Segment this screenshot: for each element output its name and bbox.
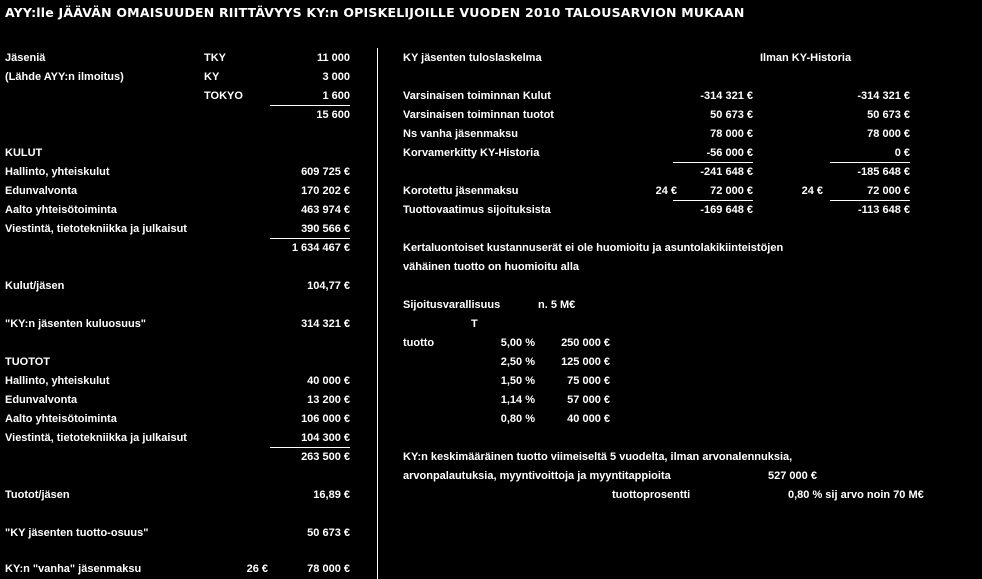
members-label: Jäseniä	[5, 52, 46, 64]
required-return-v2: -113 648 €	[858, 204, 910, 216]
member-value-tokyo: 1 600	[322, 90, 350, 102]
income-per-member-value: 16,89 €	[313, 489, 350, 501]
statement-row-label: Varsinaisen toiminnan Kulut	[403, 90, 551, 102]
statement-row-v2: 50 673 €	[867, 109, 910, 121]
income-sum-line	[270, 447, 350, 448]
statement-row-v2: -314 321 €	[857, 90, 910, 102]
note-line-1: Kertaluontoiset kustannuserät ei ole huomioitu ja asuntolakikiinteistöjen	[403, 242, 784, 254]
statement-row-label: Ns vanha jäsenmaksu	[403, 128, 518, 140]
page-title: AYY:lle JÄÄVÄN OMAISUUDEN RIITTÄVYYS KY:n OPISKELIJOILLE VUODEN 2010 TALOUSARVION MUKAAN	[5, 5, 745, 20]
yield-amount: 40 000 €	[567, 413, 610, 425]
income-value: 40 000 €	[307, 375, 350, 387]
t-label: T	[471, 318, 478, 330]
income-label: Viestintä, tietotekniikka ja julkaisut	[5, 432, 187, 444]
income-value: 106 000 €	[301, 413, 350, 425]
statement-title: KY jäsenten tuloslaskelma	[403, 52, 542, 64]
cost-value: 609 725 €	[301, 166, 350, 178]
yield-amount: 250 000 €	[561, 337, 610, 349]
yield-pct: 1,50 %	[500, 375, 535, 387]
assets-value: n. 5 M€	[538, 299, 576, 311]
old-fee-label: KY:n "vanha" jäsenmaksu	[5, 563, 142, 575]
statement-row-v1: -56 000 €	[706, 147, 753, 159]
income-value: 104 300 €	[301, 432, 350, 444]
statement-sum-line-1	[673, 162, 753, 163]
income-label: Hallinto, yhteiskulut	[5, 375, 110, 387]
raised-fee-unit-1: 24 €	[655, 185, 677, 197]
assets-label: Sijoitusvarallisuus	[403, 299, 501, 311]
cost-label: Aalto yhteisötoiminta	[5, 204, 117, 216]
yield-pct: 5,00 %	[500, 337, 535, 349]
return-percent-value: 0,80 % sij arvo noin 70 M€	[788, 489, 924, 501]
yield-amount: 125 000 €	[561, 356, 610, 368]
statement-row-v1: -314 321 €	[700, 90, 753, 102]
members-total: 15 600	[316, 109, 350, 121]
statement-row-v2: 0 €	[894, 147, 910, 159]
cost-value: 463 974 €	[301, 204, 350, 216]
costs-header: KULUT	[5, 147, 43, 159]
return-percent-label: tuottoprosentti	[612, 489, 691, 501]
member-code-tky: TKY	[204, 52, 226, 64]
source-label: (Lähde AYY:n ilmoitus)	[5, 71, 124, 83]
cost-value: 170 202 €	[301, 185, 350, 197]
ky-income-share-label: "KY jäsenten tuotto-osuus"	[5, 527, 149, 539]
avg-return-value: 527 000 €	[768, 470, 817, 482]
cost-value: 390 566 €	[301, 223, 350, 235]
yield-amount: 75 000 €	[567, 375, 610, 387]
statement-sum-line-2	[830, 162, 910, 163]
cost-label: Hallinto, yhteiskulut	[5, 166, 110, 178]
old-fee-value: 78 000 €	[307, 563, 350, 575]
old-fee-unit: 26 €	[246, 563, 268, 575]
statement-row-label: Varsinaisen toiminnan tuotot	[403, 109, 554, 121]
cost-per-member-value: 104,77 €	[307, 280, 350, 292]
raised-fee-line-1	[673, 200, 753, 201]
statement-subtotal-v1: -241 648 €	[700, 166, 753, 178]
statement-subtotal-v2: -185 648 €	[857, 166, 910, 178]
cost-label: Viestintä, tietotekniikka ja julkaisut	[5, 223, 187, 235]
income-total: 263 500 €	[301, 451, 350, 463]
member-value-tky: 11 000	[316, 52, 350, 64]
statement-row-v1: 50 673 €	[710, 109, 753, 121]
costs-total: 1 634 467 €	[291, 242, 350, 254]
raised-fee-v1: 72 000 €	[710, 185, 753, 197]
avg-return-line-2: arvonpalautuksia, myyntivoittoja ja myyntitappioita	[403, 470, 671, 482]
yield-pct: 0,80 %	[500, 413, 535, 425]
income-header: TUOTOT	[5, 356, 51, 368]
statement-row-v2: 78 000 €	[867, 128, 910, 140]
ky-cost-share-value: 314 321 €	[301, 318, 350, 330]
note-line-2: vähäinen tuotto on huomioitu alla	[403, 261, 579, 273]
member-value-ky: 3 000	[322, 71, 350, 83]
yield-amount: 57 000 €	[567, 394, 610, 406]
member-code-tokyo: TOKYO	[204, 90, 243, 102]
raised-fee-unit-2: 24 €	[801, 185, 823, 197]
income-label: Edunvalvonta	[5, 394, 78, 406]
no-history-header: Ilman KY-Historia	[760, 52, 852, 64]
income-per-member-label: Tuotot/jäsen	[5, 489, 70, 501]
column-divider	[377, 48, 378, 579]
raised-fee-label: Korotettu jäsenmaksu	[403, 185, 519, 197]
statement-row-label: Korvamerkitty KY-Historia	[403, 147, 540, 159]
income-value: 13 200 €	[307, 394, 350, 406]
avg-return-line-1: KY:n keskimääräinen tuotto viimeiseltä 5 vuodelta, ilman arvonalennuksia,	[403, 451, 793, 463]
ky-cost-share-label: "KY:n jäsenten kuluosuus"	[5, 318, 147, 330]
ky-income-share-value: 50 673 €	[307, 527, 350, 539]
required-return-v1: -169 648 €	[700, 204, 753, 216]
yield-pct: 2,50 %	[500, 356, 535, 368]
raised-fee-line-2	[830, 200, 910, 201]
yield-label: tuotto	[403, 337, 435, 349]
raised-fee-v2: 72 000 €	[867, 185, 910, 197]
costs-sum-line	[270, 238, 350, 239]
statement-row-v1: 78 000 €	[710, 128, 753, 140]
member-code-ky: KY	[204, 71, 220, 83]
cost-label: Edunvalvonta	[5, 185, 78, 197]
members-sum-line	[270, 105, 350, 106]
cost-per-member-label: Kulut/jäsen	[5, 280, 65, 292]
income-label: Aalto yhteisötoiminta	[5, 413, 117, 425]
yield-pct: 1,14 %	[500, 394, 535, 406]
required-return-label: Tuottovaatimus sijoituksista	[403, 204, 551, 216]
